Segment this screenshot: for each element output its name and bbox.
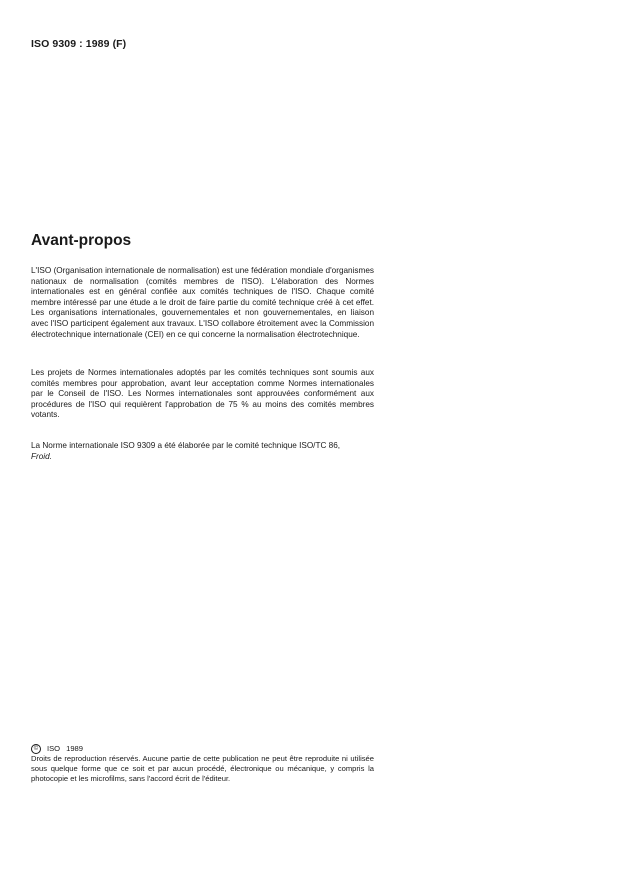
copyright-block — [31, 744, 374, 784]
rights-notice: Droits de reproduction réservés. Aucune partie de cette publication ne peut être reproduite ni utilisée sous quelque forme que ce soit et par aucun procédé, électronique ou mécanique, y compris la photocopie et les microfilms, sans l'accord écrit de l'éditeur. — [31, 754, 374, 783]
committee-statement: La Norme internationale ISO 9309 a été élaborée par le comité technique ISO/TC 86, — [31, 441, 341, 450]
foreword-paragraph-2: Les projets de Normes internationales adoptés par les comités techniques sont soumis aux comités membres pour approbation, avant leur acceptation comme Normes internationales par le Conseil de l'ISO. Les Normes internationales sont approuvées conformément aux procédures de l'ISO qui requièrent l'approbation de 75 % au moins des comités membres votants. — [31, 368, 374, 420]
copyright-org: ISO — [47, 744, 61, 753]
section-title: Avant-propos — [31, 232, 132, 249]
committee-name: Froid. — [31, 451, 52, 461]
foreword-paragraph-1: L'ISO (Organisation internationale de normalisation) est une fédération mondiale d'organismes nationaux de normalisation (comités membres de l'ISO). L'élaboration des Normes internationales est en général confiée aux comités techniques de l'ISO. Chaque comité membre intéressé par une étude a le droit de faire partie du comité technique créé à cet effet. Les organisations internationales, gouvernementales et non gouvernementales, en liaison avec l'ISO participent également aux travaux. L'ISO collabore étroitement avec la Commission électrotechnique internationale (CEI) en ce qui concerne la normalisation électrotechnique. — [31, 266, 374, 339]
document-id: ISO 9309 : 1989 (F) — [31, 38, 127, 50]
copyright-year: 1989 — [66, 744, 83, 753]
copyright-icon: © — [31, 744, 41, 754]
foreword-paragraph-3 — [31, 441, 374, 462]
copyright-line — [31, 744, 374, 754]
